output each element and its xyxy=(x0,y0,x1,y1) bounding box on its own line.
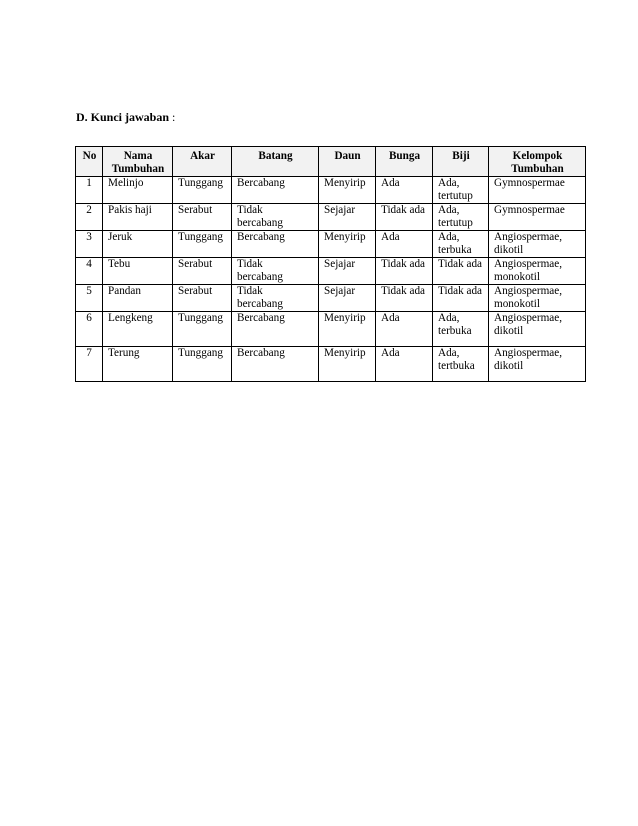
cell-kelompok xyxy=(489,204,586,231)
cell-daun: Menyirip xyxy=(319,177,376,204)
cell-batang xyxy=(232,347,319,382)
cell-no: 5 xyxy=(76,285,103,312)
table-row xyxy=(76,231,586,258)
header-kelompok-tumbuhan xyxy=(489,147,586,177)
cell-bunga: Tidak ada xyxy=(376,204,433,231)
cell-bunga: Ada xyxy=(376,177,433,204)
cell-kelompok-line2: monokotil xyxy=(494,298,540,310)
cell-biji xyxy=(433,231,489,258)
cell-no: 6 xyxy=(76,312,103,347)
cell-daun: Menyirip xyxy=(319,312,376,347)
cell-no: 2 xyxy=(76,204,103,231)
header-bunga: Bunga xyxy=(376,147,433,177)
header-daun: Daun xyxy=(319,147,376,177)
cell-batang-line2: bercabang xyxy=(237,298,283,310)
cell-kelompok-line1: Gymnospermae xyxy=(494,177,565,189)
table-row xyxy=(76,285,586,312)
cell-biji xyxy=(433,312,489,347)
header-nama-line1: Nama xyxy=(123,150,153,162)
cell-biji-line1: Tidak ada xyxy=(438,258,483,270)
section-heading-label: D. Kunci jawaban xyxy=(76,110,170,124)
cell-batang xyxy=(232,258,319,285)
cell-kelompok-line1: Angiospermae, xyxy=(494,285,563,297)
cell-kelompok xyxy=(489,258,586,285)
header-batang: Batang xyxy=(232,147,319,177)
header-akar: Akar xyxy=(173,147,232,177)
table-row xyxy=(76,347,586,382)
cell-biji-line2: terbuka xyxy=(438,325,472,337)
cell-batang xyxy=(232,177,319,204)
table-row xyxy=(76,312,586,347)
cell-daun: Sejajar xyxy=(319,285,376,312)
cell-no: 3 xyxy=(76,231,103,258)
cell-daun: Sejajar xyxy=(319,204,376,231)
table-row xyxy=(76,204,586,231)
cell-nama: Pandan xyxy=(103,285,173,312)
cell-nama: Tebu xyxy=(103,258,173,285)
cell-kelompok-line2: monokotil xyxy=(494,271,540,283)
cell-batang-line2: bercabang xyxy=(237,271,283,283)
header-kelompok-line2: Tumbuhan xyxy=(511,163,564,175)
cell-kelompok-line1: Angiospermae, xyxy=(494,312,563,324)
cell-batang xyxy=(232,312,319,347)
cell-biji-line2: tertutup xyxy=(438,190,473,202)
table-header-row xyxy=(76,147,586,177)
cell-nama: Terung xyxy=(103,347,173,382)
cell-akar: Tunggang xyxy=(173,177,232,204)
cell-biji-line2: tertutup xyxy=(438,217,473,229)
cell-kelompok-line1: Angiospermae, xyxy=(494,347,563,359)
table-row xyxy=(76,177,586,204)
cell-akar: Tunggang xyxy=(173,231,232,258)
cell-biji xyxy=(433,204,489,231)
cell-nama: Lengkeng xyxy=(103,312,173,347)
cell-daun: Sejajar xyxy=(319,258,376,285)
cell-daun: Menyirip xyxy=(319,347,376,382)
header-nama-tumbuhan xyxy=(103,147,173,177)
cell-kelompok xyxy=(489,231,586,258)
cell-kelompok-line2: dikotil xyxy=(494,360,524,372)
cell-batang-line1: Bercabang xyxy=(237,312,285,324)
cell-kelompok-line2: dikotil xyxy=(494,325,524,337)
cell-bunga: Tidak ada xyxy=(376,258,433,285)
cell-no: 7 xyxy=(76,347,103,382)
cell-akar: Serabut xyxy=(173,204,232,231)
cell-batang xyxy=(232,231,319,258)
cell-kelompok xyxy=(489,177,586,204)
cell-kelompok-line1: Gymnospermae xyxy=(494,204,565,216)
header-nama-line2: Tumbuhan xyxy=(111,163,165,175)
cell-biji-line1: Tidak ada xyxy=(438,285,483,297)
cell-bunga: Tidak ada xyxy=(376,285,433,312)
cell-batang-line2: bercabang xyxy=(237,217,283,229)
cell-batang-line1: Tidak xyxy=(237,285,263,297)
cell-batang-line1: Bercabang xyxy=(237,231,285,243)
cell-no: 1 xyxy=(76,177,103,204)
cell-kelompok-line2: dikotil xyxy=(494,244,524,256)
header-no: No xyxy=(76,147,103,177)
cell-bunga: Ada xyxy=(376,231,433,258)
cell-kelompok xyxy=(489,285,586,312)
cell-batang-line1: Tidak xyxy=(237,258,263,270)
cell-biji xyxy=(433,285,489,312)
answer-key-table xyxy=(75,146,586,382)
cell-akar: Tunggang xyxy=(173,312,232,347)
cell-biji xyxy=(433,177,489,204)
cell-biji-line1: Ada, xyxy=(438,231,460,243)
cell-kelompok-line1: Angiospermae, xyxy=(494,258,563,270)
cell-no: 4 xyxy=(76,258,103,285)
cell-akar: Serabut xyxy=(173,285,232,312)
cell-kelompok xyxy=(489,312,586,347)
cell-nama: Pakis haji xyxy=(103,204,173,231)
section-heading-colon: : xyxy=(169,110,176,124)
cell-batang-line1: Bercabang xyxy=(237,347,285,359)
cell-batang xyxy=(232,285,319,312)
cell-batang-line1: Bercabang xyxy=(237,177,285,189)
table-row xyxy=(76,258,586,285)
cell-kelompok xyxy=(489,347,586,382)
cell-daun: Menyirip xyxy=(319,231,376,258)
cell-batang-line1: Tidak xyxy=(237,204,263,216)
header-biji: Biji xyxy=(433,147,489,177)
cell-bunga: Ada xyxy=(376,312,433,347)
section-heading xyxy=(76,110,175,124)
cell-akar: Serabut xyxy=(173,258,232,285)
cell-biji-line2: terbuka xyxy=(438,244,472,256)
cell-akar: Tunggang xyxy=(173,347,232,382)
cell-nama: Melinjo xyxy=(103,177,173,204)
cell-kelompok-line1: Angiospermae, xyxy=(494,231,563,243)
cell-biji-line1: Ada, xyxy=(438,177,460,189)
cell-bunga: Ada xyxy=(376,347,433,382)
cell-batang xyxy=(232,204,319,231)
cell-biji-line2: tertbuka xyxy=(438,360,475,372)
cell-nama: Jeruk xyxy=(103,231,173,258)
cell-biji-line1: Ada, xyxy=(438,347,460,359)
cell-biji xyxy=(433,258,489,285)
cell-biji xyxy=(433,347,489,382)
cell-biji-line1: Ada, xyxy=(438,204,460,216)
cell-biji-line1: Ada, xyxy=(438,312,460,324)
header-kelompok-line1: Kelompok xyxy=(512,150,563,162)
